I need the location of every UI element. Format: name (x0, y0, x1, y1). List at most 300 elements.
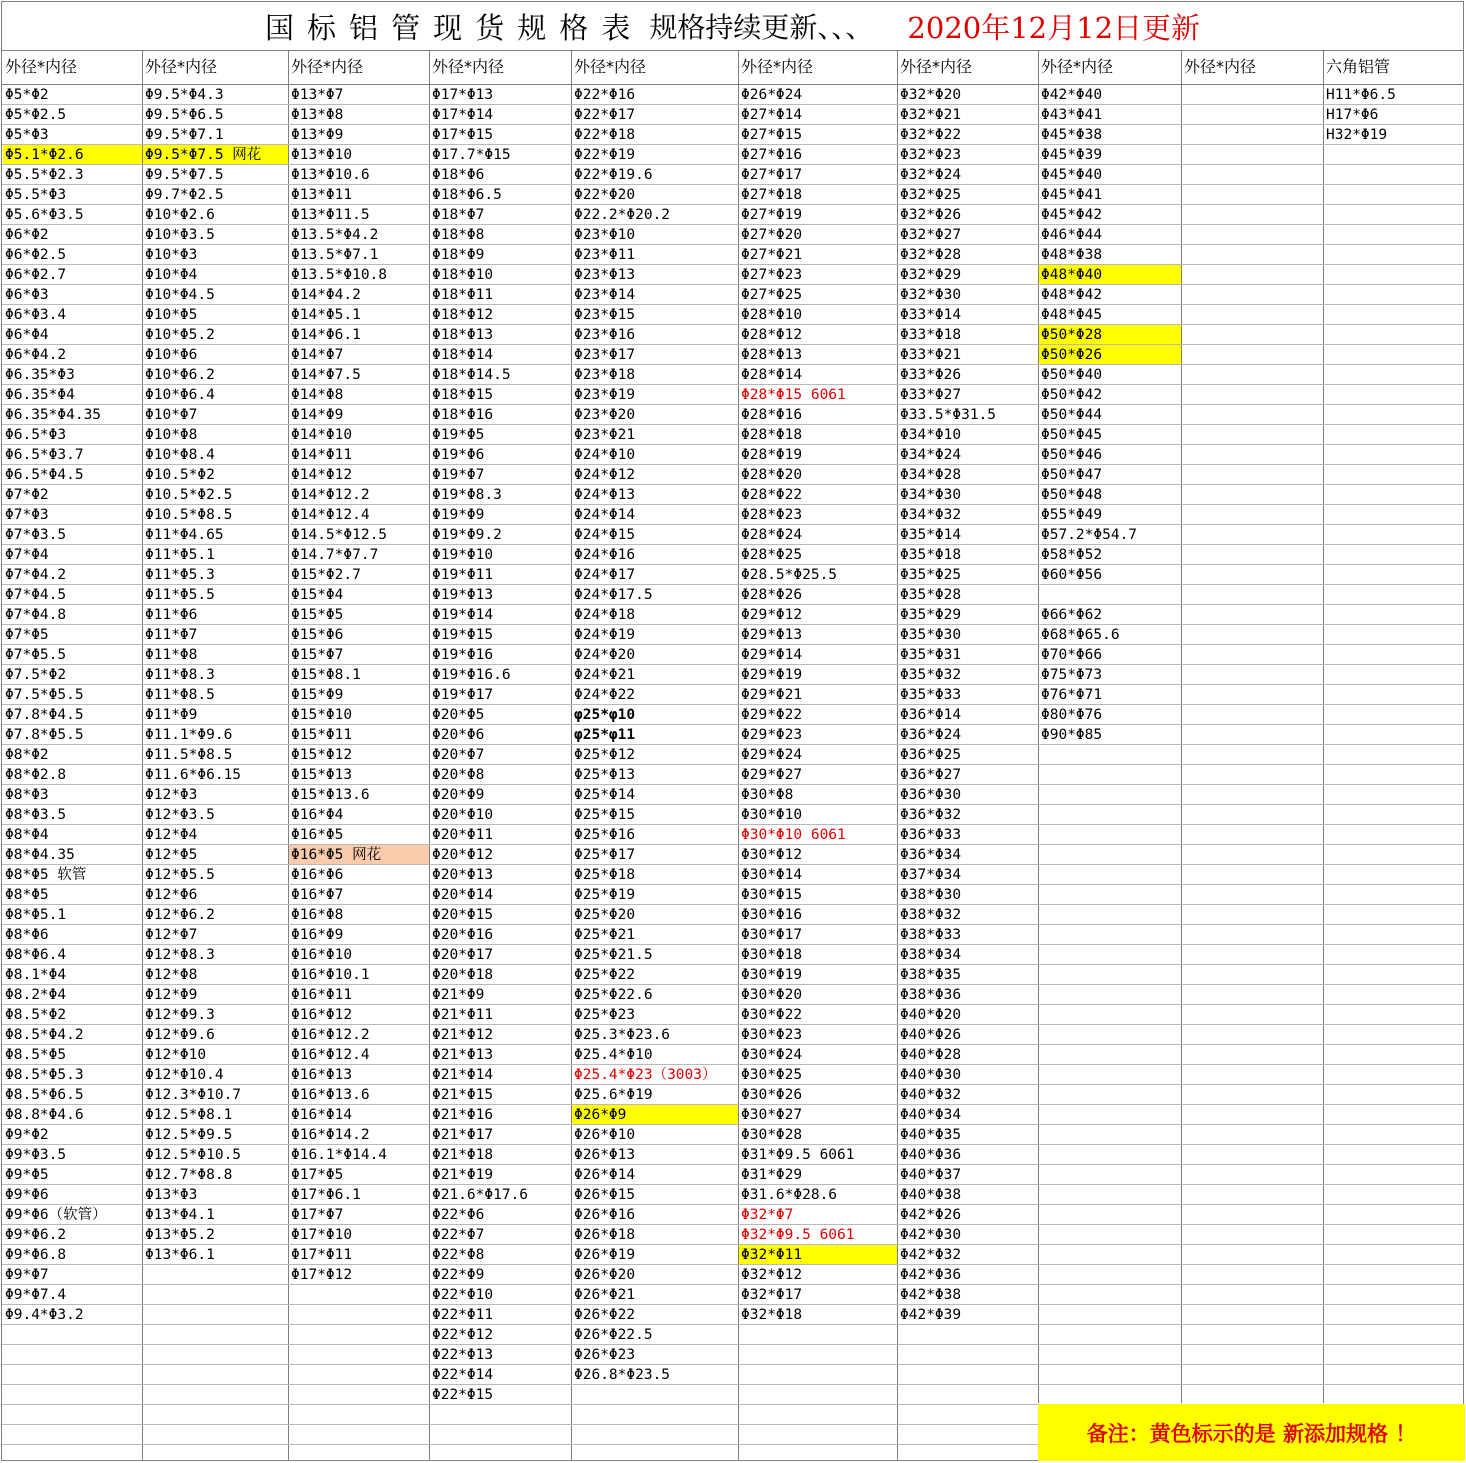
spec-cell: Φ32*Φ23 (900, 147, 962, 163)
spec-cell: Φ28*Φ12 (741, 327, 803, 343)
spec-cell: Φ7*Φ4 (5, 547, 49, 563)
spec-cell: Φ12*Φ10 (145, 1047, 207, 1063)
spec-cell: Φ19*Φ14 (432, 607, 494, 623)
spec-cell: Φ24*Φ19 (574, 627, 636, 643)
spec-cell: Φ29*Φ14 (741, 647, 803, 663)
spec-cell: Φ9.5*Φ6.5 (145, 107, 224, 123)
spec-cell: Φ24*Φ18 (574, 607, 636, 623)
spec-cell: Φ6*Φ2.5 (5, 247, 67, 263)
spec-cell: Φ16*Φ10.1 (291, 967, 370, 983)
spec-cell: Φ17*Φ14 (432, 107, 494, 123)
spec-cell: Φ26*Φ13 (574, 1147, 636, 1163)
spec-cell: Φ18*Φ8 (432, 227, 485, 243)
spec-cell: Φ75*Φ73 (1041, 667, 1103, 683)
spec-cell: Φ70*Φ66 (1041, 647, 1103, 663)
spec-cell: Φ23*Φ10 (574, 227, 636, 243)
spec-cell: Φ14*Φ7.5 (291, 367, 361, 383)
spec-cell: Φ30*Φ19 (741, 967, 803, 983)
spec-cell: Φ6.5*Φ4.5 (5, 467, 84, 483)
spec-cell: Φ21*Φ13 (432, 1047, 494, 1063)
spec-cell: Φ21*Φ12 (432, 1027, 494, 1043)
spec-cell: Φ10*Φ8.4 (145, 447, 215, 463)
spec-cell: Φ27*Φ19 (741, 207, 803, 223)
spec-cell: Φ10*Φ2.6 (145, 207, 215, 223)
spec-cell: Φ40*Φ36 (900, 1147, 962, 1163)
spec-cell: Φ20*Φ18 (432, 967, 494, 983)
spec-cell: Φ35*Φ29 (900, 607, 962, 623)
spec-cell: Φ14*Φ12 (291, 467, 353, 483)
spec-cell: Φ5*Φ2.5 (5, 107, 67, 123)
spec-cell: H32*Φ19 (1326, 127, 1388, 143)
spec-cell: Φ8*Φ5.1 (5, 907, 67, 923)
spec-cell: Φ26*Φ20 (574, 1267, 636, 1283)
spec-cell: Φ32*Φ22 (900, 127, 962, 143)
spec-cell: Φ9.5*Φ7.5 网花 (145, 147, 262, 163)
page-title: 国标铝管现货规格表 (264, 10, 644, 45)
spec-cell: Φ34*Φ10 (900, 427, 962, 443)
spec-cell: Φ32*Φ30 (900, 287, 962, 303)
spec-cell: Φ23*Φ15 (574, 307, 636, 323)
spec-cell: Φ11*Φ6 (145, 607, 198, 623)
spec-cell: Φ6*Φ4 (5, 327, 49, 343)
spec-cell: Φ6*Φ2 (5, 227, 49, 243)
spec-cell: Φ12*Φ6.2 (145, 907, 215, 923)
spec-cell: Φ12*Φ8 (145, 967, 198, 983)
spec-cell: Φ29*Φ13 (741, 627, 803, 643)
spec-cell: Φ18*Φ7 (432, 207, 485, 223)
spec-cell: Φ36*Φ33 (900, 827, 962, 843)
spec-cell: Φ19*Φ9.2 (432, 527, 502, 543)
spec-cell: Φ26.8*Φ23.5 (574, 1367, 671, 1383)
spec-cell: Φ28*Φ15 6061 (741, 387, 846, 403)
spec-cell: Φ45*Φ38 (1041, 127, 1103, 143)
spec-cell: Φ33*Φ21 (900, 347, 962, 363)
spec-cell: Φ38*Φ33 (900, 927, 962, 943)
spec-cell: Φ28*Φ24 (741, 527, 803, 543)
spec-cell: Φ34*Φ30 (900, 487, 962, 503)
spec-cell: Φ12.3*Φ10.7 (145, 1087, 242, 1103)
spec-cell: Φ35*Φ28 (900, 587, 962, 603)
spec-cell: Φ17*Φ15 (432, 127, 494, 143)
spec-cell: Φ5.6*Φ3.5 (5, 207, 84, 223)
spec-cell: Φ23*Φ18 (574, 367, 636, 383)
spec-cell: Φ25*Φ22.6 (574, 987, 653, 1003)
spec-cell: Φ20*Φ7 (432, 747, 485, 763)
spec-cell: Φ38*Φ30 (900, 887, 962, 903)
spec-cell: Φ9*Φ6.8 (5, 1247, 67, 1263)
spec-cell: Φ45*Φ40 (1041, 167, 1103, 183)
spec-cell: Φ50*Φ45 (1041, 427, 1103, 443)
spec-cell: Φ7*Φ4.2 (5, 567, 67, 583)
spec-cell: Φ20*Φ12 (432, 847, 494, 863)
spec-cell: Φ35*Φ30 (900, 627, 962, 643)
spec-cell: Φ14*Φ9 (291, 407, 344, 423)
spec-cell: Φ9*Φ6 (5, 1187, 49, 1203)
spec-cell: Φ19*Φ15 (432, 627, 494, 643)
spec-cell: Φ38*Φ34 (900, 947, 962, 963)
spec-cell: Φ17*Φ13 (432, 87, 494, 103)
spec-cell: Φ12*Φ9.3 (145, 1007, 215, 1023)
spec-cell: Φ24*Φ16 (574, 547, 636, 563)
spec-cell: Φ33*Φ18 (900, 327, 962, 343)
spec-cell: Φ33*Φ14 (900, 307, 962, 323)
spec-cell: Φ16*Φ8 (291, 907, 344, 923)
spec-cell: Φ30*Φ15 (741, 887, 803, 903)
spec-cell: Φ27*Φ18 (741, 187, 803, 203)
spec-cell: Φ22*Φ19 (574, 147, 636, 163)
spec-cell: Φ6.5*Φ3.7 (5, 447, 84, 463)
spec-cell: Φ28.5*Φ25.5 (741, 567, 838, 583)
spec-cell: Φ13*Φ3 (145, 1187, 198, 1203)
spec-cell: Φ33*Φ27 (900, 387, 962, 403)
spec-cell: Φ29*Φ12 (741, 607, 803, 623)
spec-cell: Φ30*Φ10 (741, 807, 803, 823)
spec-cell: Φ30*Φ12 (741, 847, 803, 863)
spec-cell: Φ19*Φ6 (432, 447, 485, 463)
spec-cell: Φ19*Φ9 (432, 507, 485, 523)
spec-cell: Φ35*Φ14 (900, 527, 962, 543)
spec-cell: Φ13*Φ9 (291, 127, 344, 143)
spec-cell: Φ8*Φ4 (5, 827, 49, 843)
spec-cell: Φ60*Φ56 (1041, 567, 1103, 583)
spec-cell: Φ17*Φ5 (291, 1167, 344, 1183)
spec-cell: Φ24*Φ10 (574, 447, 636, 463)
spec-cell: Φ14.5*Φ12.5 (291, 527, 388, 543)
spec-cell: Φ26*Φ21 (574, 1287, 636, 1303)
spec-cell: Φ7*Φ3.5 (5, 527, 67, 543)
spec-cell: Φ22*Φ16 (574, 87, 636, 103)
spec-cell: Φ32*Φ12 (741, 1267, 803, 1283)
spec-cell: Φ42*Φ39 (900, 1307, 962, 1323)
spec-cell: Φ19*Φ16.6 (432, 667, 511, 683)
spec-cell: Φ40*Φ30 (900, 1067, 962, 1083)
spec-cell: Φ19*Φ5 (432, 427, 485, 443)
spec-cell: Φ11*Φ5.5 (145, 587, 215, 603)
spec-cell: Φ27*Φ16 (741, 147, 803, 163)
spec-cell: Φ45*Φ39 (1041, 147, 1103, 163)
spec-cell: Φ12*Φ7 (145, 927, 198, 943)
spec-cell: Φ26*Φ10 (574, 1127, 636, 1143)
spec-cell: Φ28*Φ26 (741, 587, 803, 603)
legend-note: 备注：黄色标示的是 新添加规格 ！ (1038, 1404, 1465, 1461)
spec-cell: Φ9*Φ6（软管） (5, 1207, 107, 1223)
spec-cell: Φ15*Φ2.7 (291, 567, 361, 583)
spec-cell: Φ28*Φ23 (741, 507, 803, 523)
spec-cell: Φ13*Φ10 (291, 147, 353, 163)
spec-cell: Φ12*Φ8.3 (145, 947, 215, 963)
spec-cell: Φ17*Φ7 (291, 1207, 344, 1223)
spec-cell: Φ20*Φ5 (432, 707, 485, 723)
spec-cell: Φ10*Φ6.4 (145, 387, 215, 403)
spec-cell: Φ19*Φ13 (432, 587, 494, 603)
column-header: 外径*内径 (1041, 57, 1114, 76)
spec-cell: Φ10*Φ3.5 (145, 227, 215, 243)
spec-cell: Φ17*Φ6.1 (291, 1187, 361, 1203)
spec-cell: Φ14*Φ8 (291, 387, 344, 403)
spec-cell: Φ50*Φ44 (1041, 407, 1103, 423)
spec-cell: Φ6.35*Φ4 (5, 387, 75, 403)
spec-cell: Φ9.4*Φ3.2 (5, 1307, 84, 1323)
spec-cell: Φ8*Φ5 软管 (5, 867, 87, 883)
spec-cell: Φ21*Φ9 (432, 987, 485, 1003)
spec-cell: Φ10.5*Φ8.5 (145, 507, 233, 523)
spec-cell: Φ12.5*Φ10.5 (145, 1147, 242, 1163)
spec-cell: Φ5*Φ2 (5, 87, 49, 103)
spec-cell: Φ35*Φ31 (900, 647, 962, 663)
spec-cell: Φ25*Φ21.5 (574, 947, 653, 963)
spec-cell: Φ26*Φ14 (574, 1167, 636, 1183)
spec-cell: Φ21*Φ14 (432, 1067, 494, 1083)
spec-cell: Φ20*Φ15 (432, 907, 494, 923)
spec-cell: Φ40*Φ20 (900, 1007, 962, 1023)
spec-cell: Φ13*Φ4.1 (145, 1207, 215, 1223)
spec-cell: Φ26*Φ23 (574, 1347, 636, 1363)
spec-cell: Φ5.5*Φ2.3 (5, 167, 84, 183)
spec-cell: Φ30*Φ10 6061 (741, 827, 846, 843)
spec-cell: Φ10.5*Φ2 (145, 467, 215, 483)
spec-cell: Φ16*Φ12.4 (291, 1047, 370, 1063)
spec-cell: Φ34*Φ28 (900, 467, 962, 483)
spec-cell: Φ9*Φ6.2 (5, 1227, 67, 1243)
spec-cell: Φ15*Φ5 (291, 607, 344, 623)
spec-cell: Φ42*Φ32 (900, 1247, 962, 1263)
spec-cell: Φ23*Φ20 (574, 407, 636, 423)
spec-cell: Φ26*Φ19 (574, 1247, 636, 1263)
spec-cell: Φ28*Φ19 (741, 447, 803, 463)
spec-cell: Φ20*Φ9 (432, 787, 485, 803)
spec-cell: Φ19*Φ8.3 (432, 487, 502, 503)
spec-cell: Φ25*Φ20 (574, 907, 636, 923)
spec-cell: Φ8.5*Φ5 (5, 1047, 67, 1063)
spec-cell: Φ20*Φ6 (432, 727, 485, 743)
spec-cell: Φ33.5*Φ31.5 (900, 407, 997, 423)
spec-cell: Φ7*Φ5 (5, 627, 49, 643)
spec-cell: Φ36*Φ34 (900, 847, 962, 863)
spec-cell: Φ14.7*Φ7.7 (291, 547, 379, 563)
spec-cell: Φ7.5*Φ2 (5, 667, 67, 683)
spec-cell: Φ8.5*Φ4.2 (5, 1027, 84, 1043)
spec-cell: Φ35*Φ33 (900, 687, 962, 703)
column-header: 六角铝管 (1326, 57, 1391, 76)
spec-cell: Φ11.1*Φ9.6 (145, 727, 233, 743)
spec-cell: Φ38*Φ35 (900, 967, 962, 983)
spec-cell: Φ5.5*Φ3 (5, 187, 67, 203)
spec-cell: Φ32*Φ21 (900, 107, 962, 123)
spec-cell: Φ26*Φ9 (574, 1107, 627, 1123)
spec-cell: Φ22*Φ11 (432, 1307, 494, 1323)
spec-cell: Φ22*Φ9 (432, 1267, 485, 1283)
spec-cell: Φ12.5*Φ8.1 (145, 1107, 233, 1123)
spec-cell: Φ32*Φ26 (900, 207, 962, 223)
spec-cell: Φ10*Φ6.2 (145, 367, 215, 383)
spec-cell: Φ9.7*Φ2.5 (145, 187, 224, 203)
spec-cell: Φ12.7*Φ8.8 (145, 1167, 233, 1183)
spec-cell: Φ66*Φ62 (1041, 607, 1103, 623)
row-divider (2, 1424, 1038, 1425)
spec-cell: Φ9*Φ3.5 (5, 1147, 67, 1163)
spec-cell: Φ11*Φ4.65 (145, 527, 224, 543)
spec-cell: Φ42*Φ30 (900, 1227, 962, 1243)
spec-cell: Φ7*Φ3 (5, 507, 49, 523)
spec-cell: Φ7.8*Φ4.5 (5, 707, 84, 723)
spec-cell: Φ16*Φ6 (291, 867, 344, 883)
spec-cell: Φ19*Φ10 (432, 547, 494, 563)
spec-cell: Φ22*Φ10 (432, 1287, 494, 1303)
spec-cell: Φ7.8*Φ5.5 (5, 727, 84, 743)
spec-cell: Φ11*Φ5.1 (145, 547, 215, 563)
spec-cell: Φ26*Φ22.5 (574, 1327, 653, 1343)
spec-cell: Φ35*Φ25 (900, 567, 962, 583)
spec-cell: Φ25*Φ15 (574, 807, 636, 823)
spec-cell: Φ32*Φ20 (900, 87, 962, 103)
spec-cell: Φ15*Φ13.6 (291, 787, 370, 803)
spec-cell: Φ13.5*Φ10.8 (291, 267, 388, 283)
column-divider (1181, 50, 1182, 1403)
spec-cell: Φ32*Φ17 (741, 1287, 803, 1303)
spec-cell: Φ42*Φ40 (1041, 87, 1103, 103)
spec-cell: Φ12*Φ5.5 (145, 867, 215, 883)
spec-cell: Φ16*Φ13 (291, 1067, 353, 1083)
spec-cell: Φ30*Φ16 (741, 907, 803, 923)
spec-cell: Φ50*Φ48 (1041, 487, 1103, 503)
spec-cell: Φ23*Φ11 (574, 247, 636, 263)
spec-cell: Φ14*Φ11 (291, 447, 353, 463)
spec-cell: Φ31*Φ9.5 6061 (741, 1147, 855, 1163)
spec-cell: Φ48*Φ38 (1041, 247, 1103, 263)
spec-cell: Φ9.5*Φ7.5 (145, 167, 224, 183)
spec-cell: Φ45*Φ41 (1041, 187, 1103, 203)
spec-cell: Φ12*Φ3 (145, 787, 198, 803)
spec-cell: Φ27*Φ15 (741, 127, 803, 143)
spec-cell: Φ16.1*Φ14.4 (291, 1147, 388, 1163)
spec-cell: Φ8.8*Φ4.6 (5, 1107, 84, 1123)
spec-cell: Φ6.35*Φ4.35 (5, 407, 102, 423)
spec-cell: Φ30*Φ22 (741, 1007, 803, 1023)
spec-cell: Φ14*Φ12.4 (291, 507, 370, 523)
spec-cell: Φ10*Φ3 (145, 247, 198, 263)
spec-cell: Φ8*Φ3 (5, 787, 49, 803)
spec-cell: Φ19*Φ7 (432, 467, 485, 483)
spec-cell: Φ10*Φ6 (145, 347, 198, 363)
spec-cell: Φ10*Φ7 (145, 407, 198, 423)
spec-cell: Φ15*Φ9 (291, 687, 344, 703)
spec-cell: H11*Φ6.5 (1326, 87, 1396, 103)
spec-cell: Φ28*Φ18 (741, 427, 803, 443)
spec-cell: Φ8*Φ2.8 (5, 767, 67, 783)
spec-cell: Φ30*Φ14 (741, 867, 803, 883)
spec-cell: Φ12*Φ4 (145, 827, 198, 843)
spec-cell: Φ10*Φ8 (145, 427, 198, 443)
spec-cell: Φ10.5*Φ2.5 (145, 487, 233, 503)
spec-cell: Φ9.5*Φ7.1 (145, 127, 224, 143)
spec-cell: Φ80*Φ76 (1041, 707, 1103, 723)
spec-cell: Φ40*Φ26 (900, 1027, 962, 1043)
spec-cell: Φ36*Φ25 (900, 747, 962, 763)
spec-cell: Φ30*Φ18 (741, 947, 803, 963)
spec-cell: Φ22*Φ18 (574, 127, 636, 143)
spec-cell: Φ50*Φ28 (1041, 327, 1103, 343)
spec-cell: Φ25.4*Φ10 (574, 1047, 653, 1063)
spec-cell: Φ26*Φ15 (574, 1187, 636, 1203)
spec-cell: Φ9*Φ2 (5, 1127, 49, 1143)
spec-cell: Φ14*Φ7 (291, 347, 344, 363)
spec-cell: Φ16*Φ12 (291, 1007, 353, 1023)
spec-cell: Φ8.5*Φ5.3 (5, 1067, 84, 1083)
spec-cell: Φ55*Φ49 (1041, 507, 1103, 523)
spec-cell: Φ26*Φ24 (741, 87, 803, 103)
spec-cell: Φ30*Φ26 (741, 1087, 803, 1103)
spec-cell: Φ29*Φ19 (741, 667, 803, 683)
spec-cell: Φ27*Φ21 (741, 247, 803, 263)
spec-cell: Φ18*Φ6.5 (432, 187, 502, 203)
spec-cell: Φ90*Φ85 (1041, 727, 1103, 743)
spec-cell: Φ76*Φ71 (1041, 687, 1103, 703)
spec-cell: Φ17*Φ11 (291, 1247, 353, 1263)
spec-cell: Φ13*Φ7 (291, 87, 344, 103)
spec-cell: Φ27*Φ23 (741, 267, 803, 283)
spec-cell: Φ25*Φ12 (574, 747, 636, 763)
spec-cell: Φ19*Φ11 (432, 567, 494, 583)
spec-cell: Φ21*Φ16 (432, 1107, 494, 1123)
spec-cell: Φ10*Φ4 (145, 267, 198, 283)
spec-cell: Φ24*Φ21 (574, 667, 636, 683)
spec-cell: Φ9.5*Φ4.3 (145, 87, 224, 103)
spec-cell: Φ15*Φ4 (291, 587, 344, 603)
spec-cell: Φ13*Φ8 (291, 107, 344, 123)
spec-cell: Φ31*Φ29 (741, 1167, 803, 1183)
spec-cell: Φ11*Φ5.3 (145, 567, 215, 583)
spec-cell: Φ18*Φ13 (432, 327, 494, 343)
spec-cell: Φ30*Φ27 (741, 1107, 803, 1123)
spec-cell: Φ8*Φ3.5 (5, 807, 67, 823)
spec-cell: Φ8.5*Φ6.5 (5, 1087, 84, 1103)
spec-cell: Φ5*Φ3 (5, 127, 49, 143)
spec-cell: Φ21*Φ17 (432, 1127, 494, 1143)
spec-cell: Φ36*Φ30 (900, 787, 962, 803)
spec-cell: Φ40*Φ35 (900, 1127, 962, 1143)
spec-cell: Φ40*Φ28 (900, 1047, 962, 1063)
spec-cell: Φ15*Φ13 (291, 767, 353, 783)
spec-cell: Φ8.2*Φ4 (5, 987, 67, 1003)
row-divider (2, 1444, 1038, 1445)
spec-cell: Φ8.1*Φ4 (5, 967, 67, 983)
spec-cell: Φ40*Φ38 (900, 1187, 962, 1203)
spec-cell: Φ15*Φ8.1 (291, 667, 361, 683)
spec-cell: Φ18*Φ16 (432, 407, 494, 423)
spec-cell: Φ68*Φ65.6 (1041, 627, 1120, 643)
spec-cell: Φ18*Φ10 (432, 267, 494, 283)
spec-cell: Φ17*Φ10 (291, 1227, 353, 1243)
spec-cell: Φ48*Φ42 (1041, 287, 1103, 303)
spec-cell: Φ16*Φ13.6 (291, 1087, 370, 1103)
spec-cell: Φ30*Φ24 (741, 1047, 803, 1063)
spec-cell: Φ14*Φ6.1 (291, 327, 361, 343)
spec-cell: Φ8*Φ5 (5, 887, 49, 903)
spec-cell: Φ24*Φ12 (574, 467, 636, 483)
spec-cell: Φ21*Φ15 (432, 1087, 494, 1103)
spec-cell: Φ22*Φ12 (432, 1327, 494, 1343)
spec-cell: Φ22*Φ17 (574, 107, 636, 123)
spec-cell: Φ30*Φ17 (741, 927, 803, 943)
spec-cell: Φ38*Φ32 (900, 907, 962, 923)
spec-cell: Φ42*Φ26 (900, 1207, 962, 1223)
spec-cell: Φ11*Φ8.3 (145, 667, 215, 683)
spec-cell: Φ10*Φ5.2 (145, 327, 215, 343)
spec-cell: Φ33*Φ26 (900, 367, 962, 383)
spec-cell: Φ26*Φ16 (574, 1207, 636, 1223)
spec-cell: Φ15*Φ6 (291, 627, 344, 643)
spec-cell: Φ25.3*Φ23.6 (574, 1027, 671, 1043)
